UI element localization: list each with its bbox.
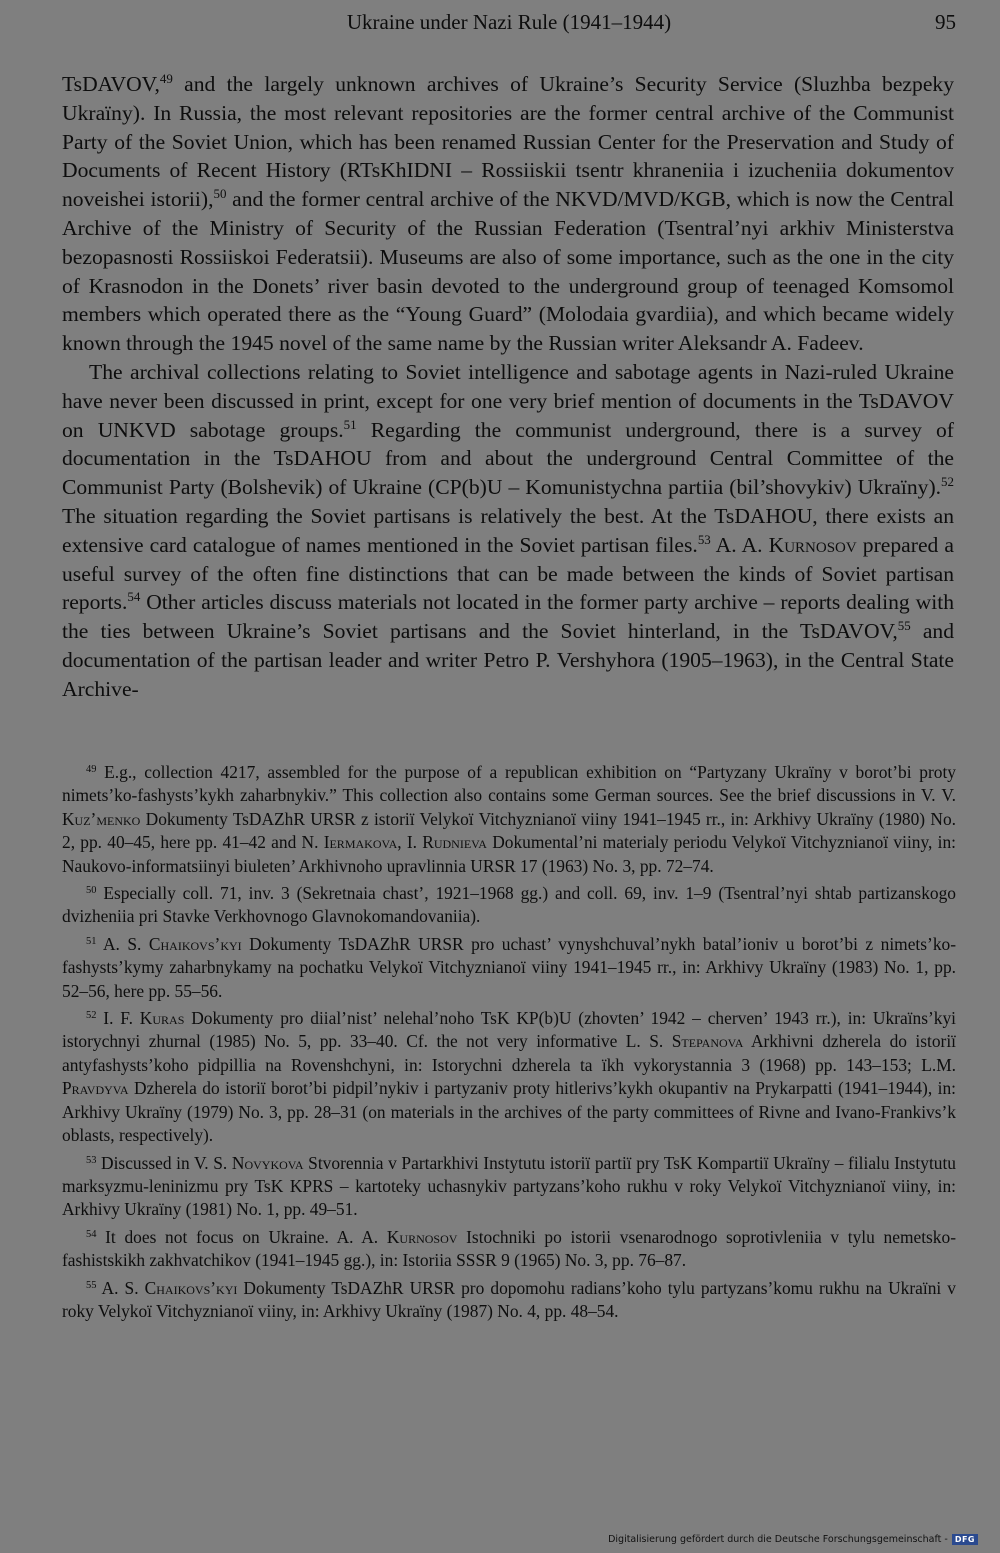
footnote-ref-51[interactable]: 51: [343, 416, 357, 432]
author-name: Novykova: [231, 1152, 304, 1173]
footnote-ref-54[interactable]: 54: [127, 589, 141, 605]
author-name: Rudnieva: [422, 832, 487, 853]
text-run: Arkhivni dzherela do istoriï antyfashysts’koho pidpillia na Rovenshchyni, in: Istorychni dzherela ta ïkh vykorystannia 3 (1968) pp. 143–153; L.M.: [62, 1031, 957, 1075]
text-run: Stvorennia v Partarkhivi Instytutu istoriï partiï pry TsK Kompartiï Ukraïny – filialu Instytutu marksyzmu-leninizmu pry TsK KPRS – kartoteky uchasnykiv partyzans’koho rukhu v roky Velykoï Vitchyznianoï viiny, in: Arkhivy Ukraïny (1981) No. 1, pp. 49–51.: [62, 1152, 957, 1220]
text-run: E.g., collection 4217, assembled for the purpose of a republican exhibition on “Partyzany Ukraïny v borot’bi proty nimets’ko-fashysts’kykh zaharbnykiv.” This collection also contains some German sources. See the brief discussions in V. V.: [62, 762, 956, 806]
text-run: and documentation of the partisan leader and writer Petro P. Vershyhora (1905–1963), in the Central State Archive-: [62, 619, 954, 701]
author-name: Iermakova: [323, 832, 398, 853]
author-name: Kurnosov: [768, 532, 857, 557]
text-run: , I.: [397, 832, 423, 853]
dfg-logo: DFG: [952, 1534, 978, 1545]
text-run: A. S.: [96, 1277, 145, 1298]
text-run: Other articles discuss materials not located in the former party archive – reports dealing with the ties between Ukraine’s Soviet partisans and the Soviet hinterland, in the TsDAVOV,: [62, 590, 954, 644]
text-run: Dokumenty TsDAZhR URSR pro dopomohu radians’koho tylu partyzans’komu rukhu na Ukraïni v roky Velykoï Vitchyznianoï viiny, in: Arkhivy Ukraïny (1987) No. 4, pp. 48–54.: [62, 1277, 956, 1321]
page-number: 95: [935, 10, 956, 34]
footnote-ref-52[interactable]: 52: [941, 474, 954, 490]
digitization-credit: [608, 1534, 978, 1545]
text-run: Dokumenty TsDAZhR URSR pro uchast’ vynyshchuval’nykh batal’ioniv u borot’bi z nimets’ko-fashysts’kymy zaharbnykamy na pochatku Velykoï Vitchyznianoï viiny 1941–1945 rr., in: Arkhivy Ukraïny (1983) No. 1, pp. 52–56, here pp. 55–56.: [62, 933, 957, 1001]
footnote-number: 55: [86, 1279, 97, 1291]
footnote-50: [62, 882, 956, 929]
footnote-number: 51: [86, 935, 97, 947]
footnote-number: 52: [86, 1009, 97, 1021]
credit-text: Digitalisierung gefördert durch die Deutsche Forschungsgemeinschaft -: [608, 1534, 948, 1545]
text-run: Dzherela do istoriï borot’bi pidpil’nykiv i partyzaniv proty hitlerivs’kykh okupantiv na Prykarpatti (1941–1944), in: Arkhivy Ukraïny (1979) No. 3, pp. 28–31 (on materials in the archives of the party committees of Rivne and Ivano-Frankivs’k oblasts, respectively).: [62, 1078, 956, 1146]
footnote-49: [62, 761, 956, 878]
text-run: TsDAVOV,: [62, 72, 160, 96]
running-title: Ukraine under Nazi Rule (1941–1944): [346, 10, 672, 34]
footnote-51: [62, 933, 956, 1003]
footnote-52: [62, 1007, 956, 1147]
author-name: Chaikovs’kyi: [144, 1277, 238, 1298]
author-name: Kuz’menko: [62, 808, 141, 829]
footnote-ref-53[interactable]: 53: [697, 531, 711, 547]
running-header: [62, 10, 956, 40]
footnote-ref-50[interactable]: 50: [213, 186, 227, 202]
text-run: The archival collections relating to Soviet intelligence and sabotage agents in Nazi-ruled Ukraine have never been discussed in print, except for one very brief mention of documents in the TsDAVOV on UNKVD sabotage groups.: [62, 359, 954, 442]
text-run: A. S.: [96, 933, 149, 954]
footnote-ref-49[interactable]: 49: [159, 71, 173, 87]
footnote-number: 50: [86, 884, 97, 896]
author-name: Chaikovs’kyi: [148, 933, 242, 954]
author-name: Kuras: [139, 1008, 185, 1029]
author-name: Stepanova: [671, 1031, 744, 1052]
main-text: [62, 70, 954, 704]
footnote-number: 53: [86, 1154, 97, 1166]
text-run: I. F.: [96, 1008, 140, 1029]
text-run: Dokumental’ni materialy periodu Velykoï Vitchyznianoï viiny, in: Naukovo-informatsiinyi biuleten’ Arkhivnoho upravlinnia URSR 17 (1963) No. 3, pp. 72–74.: [62, 832, 956, 876]
footnote-55: [62, 1277, 956, 1324]
footnote-number: 49: [86, 763, 97, 775]
footnote-ref-55[interactable]: 55: [897, 618, 911, 634]
text-run: and the former central archive of the NKVD/MVD/KGB, which is now the Central Archive of the Ministry of Security of the Russian Federation (Tsentral’nyi arkhiv Ministerstva bezopasnosti Rossiiskoi Federatsii). Museums are also of some importance, such as the one in the city of Krasnodon in the Donets’ river basin devoted to the underground group of teenaged Komsomol members which operated there as the “Young Guard” (Molodaia gvardiia), and which became widely known through the 1945 novel of the same name by the Russian writer Aleksandr A. Fadeev.: [62, 187, 954, 356]
text-run: It does not focus on Ukraine. A. A.: [96, 1226, 387, 1247]
author-name: Kurnosov: [386, 1226, 458, 1247]
text-run: and the largely unknown archives of Ukraine’s Security Service (Sluzhba bezpeky Ukraïny). In Russia, the most relevant repositories are the former central archive of the Communist Party of the Soviet Union, which has been renamed Russian Center for the Preservation and Study of Documents of Recent History (RTsKhIDNI – Rossiiskii tsentr khraneniia i izucheniia dokumentov noveishei istorii),: [62, 72, 954, 212]
paragraph-1: [62, 70, 954, 358]
text-run: Discussed in V. S.: [96, 1152, 232, 1173]
text-run: Regarding the communist underground, there is a survey of documentation in the TsDAHOU from and about the underground Central Committee of the Communist Party (Bolshevik) of Ukraine (CP(b)U – Komunistychna partiia (bil’shovykiv) Ukraïny).: [62, 417, 954, 500]
text-run: A. A.: [710, 532, 769, 557]
footnote-number: 54: [86, 1228, 97, 1240]
footnote-53: [62, 1152, 956, 1222]
paragraph-2: [62, 358, 954, 704]
text-run: Dokumenty TsDAZhR URSR z istoriï Velykoï Vitchyznianoï viiny 1941–1945 rr., in: Arkhivy Ukraïny (1980) No. 2, pp. 40–45, here pp. 41–42 and N.: [62, 808, 956, 853]
text-run: The situation regarding the Soviet partisans is relatively the best. At the TsDAHOU, there exists an extensive card catalogue of names mentioned in the Soviet partisan files.: [62, 503, 954, 557]
footnotes: [62, 761, 956, 1327]
text-run: Dokumenty pro diial’nist’ nelehal’noho TsK KP(b)U (zhovten’ 1942 – cherven’ 1943 rr.), in: Ukraïns’kyi istorychnyi zhurnal (1985) No. 5, pp. 33–40. Cf. the not very informative L. S.: [62, 1008, 957, 1052]
footnote-54: [62, 1226, 956, 1273]
text-run: Especially coll. 71, inv. 3 (Sekretnaia chast’, 1921–1968 gg.) and coll. 69, inv. 1–9 (Tsentral’nyi shtab partizanskogo dvizheniia pri Stavke Verkhovnogo Glavnokomandovaniia).: [62, 883, 956, 927]
text-run: prepared a useful survey of the often fine distinctions that can be made between the kinds of Soviet partisan reports.: [62, 532, 954, 615]
text-run: Istochniki po istorii vsenarodnogo soprotivleniia v tylu nemetsko-fashistskikh zakhvatchikov (1941–1945 gg.), in: Istoriia SSSR 9 (1965) No. 3, pp. 76–87.: [62, 1226, 956, 1271]
author-name: Pravdyva: [62, 1078, 129, 1099]
